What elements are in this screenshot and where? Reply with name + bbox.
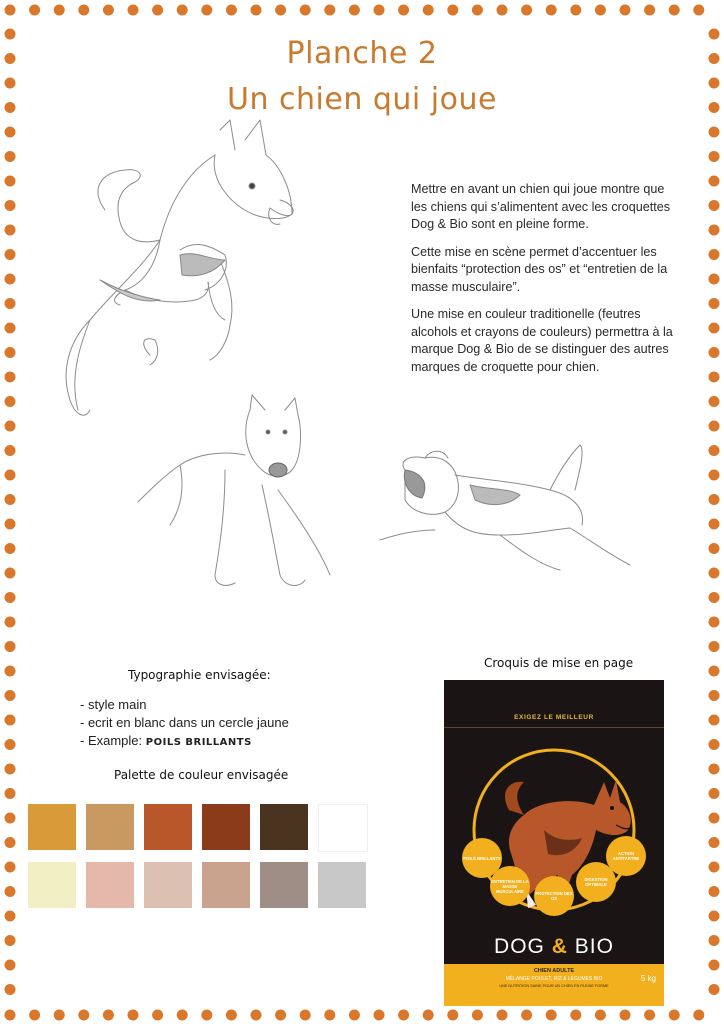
package-product: CHIEN ADULTE	[533, 968, 575, 974]
typography-title: Typographie envisagée:	[128, 668, 271, 682]
package-claim: UNE NUTRITION SAINE POUR UN CHIEN EN PLEINE FORME	[499, 984, 609, 988]
package-brand	[444, 935, 664, 959]
left-dot-border	[3, 0, 17, 1024]
example-text: POILS BRILLANTS	[145, 737, 252, 748]
package-footer	[444, 964, 664, 1006]
color-swatch	[202, 862, 250, 908]
package-recipe: MÉLANGE POULET, RIZ & LÉGUMES BIO	[505, 976, 603, 982]
color-swatch	[28, 804, 76, 850]
layout-sketch-title: Croquis de mise en page	[484, 656, 634, 670]
color-swatch	[144, 804, 192, 850]
package-weight: 5 kg	[640, 974, 656, 983]
description-paragraph-3: Une mise en couleur traditionelle (feutres alcohols et crayons de couleurs) permettra à la marque Dog & Bio de se distinguer des autres marques de croquette pour chien.	[411, 307, 673, 374]
color-swatch	[144, 862, 192, 908]
typography-list	[80, 696, 289, 752]
top-dot-border	[0, 3, 724, 17]
bubble-masse-musculaire: ENTRETIEN DE LA MASSE MUSCULAIRE	[490, 866, 530, 906]
description	[411, 181, 673, 386]
dog-sketch-jumping	[66, 120, 293, 415]
color-swatch	[86, 862, 134, 908]
brand-ampersand: &	[551, 935, 568, 958]
page-subtitle: Un chien qui joue	[227, 82, 497, 117]
package-tagline: EXIGEZ LE MEILLEUR	[514, 714, 594, 721]
typography-item-example	[80, 732, 289, 752]
palette-title: Palette de couleur envisagée	[114, 768, 289, 782]
typography-item-style: - style main	[80, 696, 289, 714]
dog-sketch-front	[138, 339, 330, 586]
color-swatch	[318, 804, 368, 852]
description-paragraph-1: Mettre en avant un chien qui joue montre que les chiens qui s’alimentent avec les croquettes Dog & Bio sont en pleine forme.	[411, 182, 671, 231]
description-paragraph-2: Cette mise en scène permet d’accentuer les bienfaits “protection des os” et “entretien de la masse musculaire”.	[411, 244, 668, 294]
bottom-dot-border	[0, 1008, 724, 1022]
color-swatch	[28, 862, 76, 908]
color-swatch	[260, 804, 308, 850]
bubble-protection-os: PROTECTION DES OS	[534, 876, 574, 916]
color-swatch	[202, 804, 250, 850]
page-title: Planche 2	[286, 36, 438, 71]
typography-item-color: - ecrit en blanc dans un cercle jaune	[80, 714, 289, 732]
package-divider	[444, 727, 664, 728]
color-swatch	[86, 804, 134, 850]
color-swatch	[318, 862, 366, 908]
brand-dog: DOG	[494, 935, 545, 958]
bubble-digestion: DIGESTION OPTIMALE	[576, 862, 616, 902]
brand-bio: BIO	[574, 935, 614, 958]
bubble-poils-brillants: POILS BRILLANTS	[462, 838, 502, 878]
example-label: Example:	[87, 733, 143, 748]
right-dot-border	[707, 0, 721, 1024]
color-swatch	[260, 862, 308, 908]
package-mockup	[444, 680, 664, 1006]
dog-sketch-running	[380, 445, 630, 570]
bubble-antitartre: ACTION ANTITARTRE	[606, 836, 646, 876]
